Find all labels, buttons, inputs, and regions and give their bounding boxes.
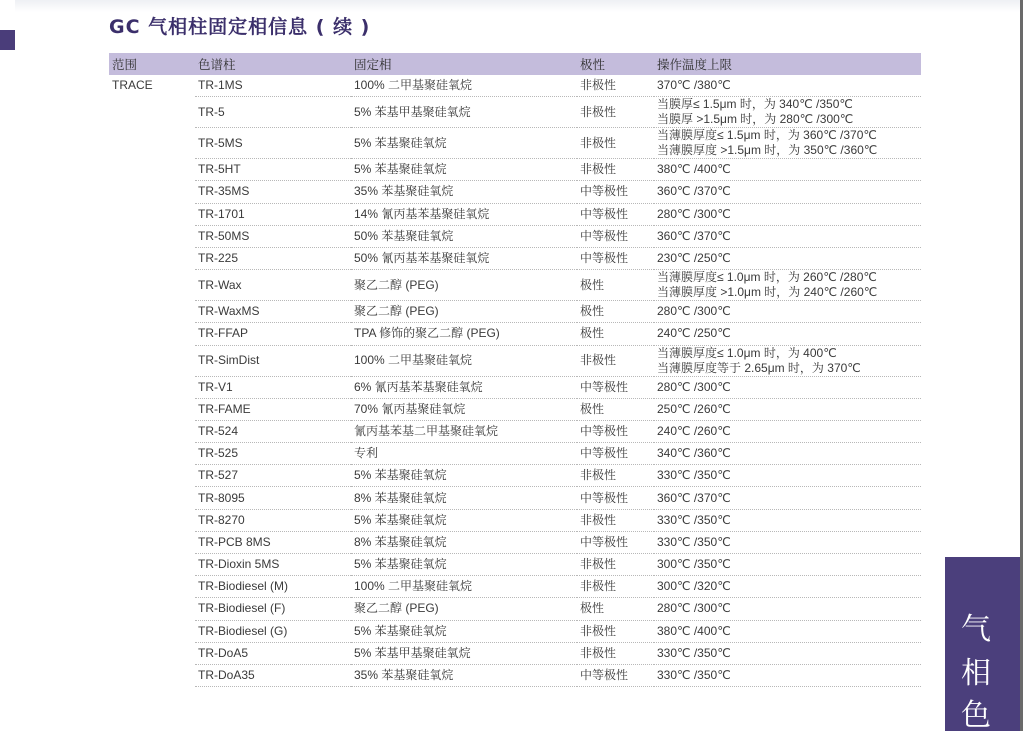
cell-polarity: 中等极性	[577, 531, 654, 553]
cell-scope: TRACE	[112, 78, 153, 93]
cell-scope	[109, 443, 195, 465]
cell-max-temp	[654, 554, 921, 576]
page-title: GC 气相柱固定相信息 ( 续 )	[109, 16, 371, 38]
cell-scope	[109, 376, 195, 398]
max-temp-line: 当薄膜厚度 >1.0μm 时，为 240℃ /260℃	[657, 285, 878, 300]
cell-column-name: TR-35MS	[195, 181, 351, 203]
cell-column-name: TR-8095	[195, 487, 351, 509]
cell-column-name: TR-527	[195, 465, 351, 487]
max-temp-line: 280℃ /300℃	[657, 379, 731, 394]
cell-stationary-phase: 100% 二甲基聚硅氧烷	[351, 75, 577, 97]
cell-polarity: 非极性	[577, 620, 654, 642]
header-phase: 固定相	[354, 58, 392, 72]
table-row	[109, 554, 921, 576]
cell-column-name: TR-525	[195, 443, 351, 465]
max-temp-line: 240℃ /250℃	[657, 326, 731, 341]
cell-column-name: TR-225	[195, 247, 351, 269]
cell-column-name: TR-WaxMS	[195, 301, 351, 323]
table-header-row	[109, 53, 921, 75]
cell-scope	[109, 203, 195, 225]
cell-polarity: 中等极性	[577, 664, 654, 686]
header-max-temp: 操作温度上限	[657, 58, 733, 72]
cell-stationary-phase: TPA 修饰的聚乙二醇 (PEG)	[351, 323, 577, 345]
cell-polarity: 中等极性	[577, 247, 654, 269]
cell-max-temp	[654, 420, 921, 442]
table-row	[109, 465, 921, 487]
cell-column-name: TR-DoA35	[195, 664, 351, 686]
cell-column-name: TR-5MS	[195, 128, 351, 159]
cell-stationary-phase: 100% 二甲基聚硅氧烷	[351, 345, 577, 376]
corner-accent-block	[0, 30, 15, 50]
max-temp-line: 330℃ /350℃	[657, 512, 731, 527]
cell-max-temp	[654, 443, 921, 465]
cell-polarity: 非极性	[577, 159, 654, 181]
cell-polarity: 中等极性	[577, 443, 654, 465]
max-temp-line: 300℃ /350℃	[657, 557, 731, 572]
cell-stationary-phase: 5% 苯基甲基聚硅氧烷	[351, 97, 577, 128]
cell-column-name: TR-524	[195, 420, 351, 442]
cell-scope	[109, 97, 195, 128]
table-row	[109, 664, 921, 686]
side-tab-char-1: 气	[961, 612, 991, 647]
header-polarity: 极性	[580, 58, 606, 72]
cell-polarity: 极性	[577, 301, 654, 323]
cell-polarity: 非极性	[577, 97, 654, 128]
max-temp-line: 当薄膜厚度≤ 1.0μm 时，为 400℃	[657, 345, 837, 360]
table-row	[109, 75, 921, 97]
cell-column-name: TR-5HT	[195, 159, 351, 181]
cell-stationary-phase: 专利	[351, 443, 577, 465]
cell-max-temp	[654, 509, 921, 531]
table-row	[109, 270, 921, 301]
table-row	[109, 323, 921, 345]
cell-stationary-phase: 6% 氰丙基苯基聚硅氧烷	[351, 376, 577, 398]
cell-max-temp	[654, 598, 921, 620]
cell-max-temp	[654, 465, 921, 487]
cell-polarity: 非极性	[577, 75, 654, 97]
max-temp-line: 当薄膜厚度≤ 1.5μm 时，为 360℃ /370℃	[657, 128, 877, 143]
cell-scope	[109, 345, 195, 376]
cell-max-temp	[654, 75, 921, 97]
cell-column-name: TR-50MS	[195, 225, 351, 247]
cell-scope	[109, 531, 195, 553]
max-temp-line: 380℃ /400℃	[657, 162, 731, 177]
cell-stationary-phase: 50% 氰丙基苯基聚硅氧烷	[351, 247, 577, 269]
cell-scope	[109, 664, 195, 686]
cell-stationary-phase: 聚乙二醇 (PEG)	[351, 598, 577, 620]
table-row	[109, 128, 921, 159]
max-temp-line: 当薄膜厚度 >1.5μm 时，为 350℃ /360℃	[657, 143, 878, 158]
cell-max-temp	[654, 97, 921, 128]
cell-polarity: 中等极性	[577, 376, 654, 398]
cell-scope	[109, 159, 195, 181]
cell-max-temp	[654, 620, 921, 642]
cell-polarity: 中等极性	[577, 420, 654, 442]
cell-scope	[109, 554, 195, 576]
cell-column-name: TR-1MS	[195, 75, 351, 97]
cell-column-name: TR-1701	[195, 203, 351, 225]
cell-scope	[109, 301, 195, 323]
cell-stationary-phase: 14% 氰丙基苯基聚硅氧烷	[351, 203, 577, 225]
cell-scope	[109, 465, 195, 487]
header-scope: 范围	[112, 58, 138, 72]
cell-polarity: 极性	[577, 598, 654, 620]
cell-polarity: 极性	[577, 398, 654, 420]
cell-scope	[109, 620, 195, 642]
cell-column-name: TR-8270	[195, 509, 351, 531]
cell-polarity: 非极性	[577, 465, 654, 487]
max-temp-line: 280℃ /300℃	[657, 206, 731, 221]
cell-scope	[109, 509, 195, 531]
cell-scope	[109, 487, 195, 509]
table-row	[109, 345, 921, 376]
max-temp-line: 当膜厚≤ 1.5μm 时，为 340℃ /350℃	[657, 97, 853, 112]
cell-max-temp	[654, 203, 921, 225]
cell-stationary-phase: 聚乙二醇 (PEG)	[351, 270, 577, 301]
cell-polarity: 中等极性	[577, 225, 654, 247]
table-row	[109, 620, 921, 642]
cell-max-temp	[654, 128, 921, 159]
cell-stationary-phase: 70% 氰丙基聚硅氧烷	[351, 398, 577, 420]
cell-polarity: 非极性	[577, 576, 654, 598]
cell-column-name: TR-Biodiesel (F)	[195, 598, 351, 620]
cell-max-temp	[654, 323, 921, 345]
table-row	[109, 598, 921, 620]
side-tab-char-3: 色	[961, 698, 991, 733]
cell-stationary-phase: 8% 苯基聚硅氧烷	[351, 487, 577, 509]
cell-scope	[109, 128, 195, 159]
cell-polarity: 中等极性	[577, 203, 654, 225]
cell-column-name: TR-FFAP	[195, 323, 351, 345]
cell-stationary-phase: 8% 苯基聚硅氧烷	[351, 531, 577, 553]
cell-stationary-phase: 5% 苯基聚硅氧烷	[351, 465, 577, 487]
cell-column-name: TR-5	[195, 97, 351, 128]
table-row	[109, 487, 921, 509]
cell-stationary-phase: 100% 二甲基聚硅氧烷	[351, 576, 577, 598]
max-temp-line: 330℃ /350℃	[657, 534, 731, 549]
table-row	[109, 509, 921, 531]
cell-max-temp	[654, 225, 921, 247]
cell-max-temp	[654, 642, 921, 664]
cell-scope	[109, 247, 195, 269]
cell-column-name: TR-V1	[195, 376, 351, 398]
cell-max-temp	[654, 576, 921, 598]
cell-max-temp	[654, 398, 921, 420]
cell-polarity: 非极性	[577, 128, 654, 159]
cell-max-temp	[654, 247, 921, 269]
table-row	[109, 247, 921, 269]
cell-polarity: 非极性	[577, 642, 654, 664]
table-row	[109, 181, 921, 203]
table-row	[109, 420, 921, 442]
max-temp-line: 360℃ /370℃	[657, 184, 731, 199]
cell-max-temp	[654, 376, 921, 398]
cell-stationary-phase: 50% 苯基聚硅氧烷	[351, 225, 577, 247]
max-temp-line: 360℃ /370℃	[657, 490, 731, 505]
cell-stationary-phase: 5% 苯基甲基聚硅氧烷	[351, 642, 577, 664]
cell-polarity: 中等极性	[577, 181, 654, 203]
max-temp-line: 280℃ /300℃	[657, 304, 731, 319]
table-row	[109, 642, 921, 664]
cell-column-name: TR-Dioxin 5MS	[195, 554, 351, 576]
cell-max-temp	[654, 159, 921, 181]
cell-column-name: TR-PCB 8MS	[195, 531, 351, 553]
cell-scope	[109, 323, 195, 345]
table-row	[109, 225, 921, 247]
max-temp-line: 240℃ /260℃	[657, 423, 731, 438]
cell-max-temp	[654, 487, 921, 509]
cell-polarity: 非极性	[577, 509, 654, 531]
cell-max-temp	[654, 345, 921, 376]
max-temp-line: 370℃ /380℃	[657, 78, 731, 93]
cell-scope	[109, 642, 195, 664]
max-temp-line: 330℃ /350℃	[657, 645, 731, 660]
cell-max-temp	[654, 301, 921, 323]
table-row	[109, 301, 921, 323]
cell-stationary-phase: 5% 苯基聚硅氧烷	[351, 554, 577, 576]
cell-polarity: 非极性	[577, 345, 654, 376]
cell-column-name: TR-Wax	[195, 270, 351, 301]
cell-scope	[109, 576, 195, 598]
cell-polarity: 非极性	[577, 554, 654, 576]
table-row	[109, 443, 921, 465]
cell-stationary-phase: 35% 苯基聚硅氧烷	[351, 181, 577, 203]
cell-scope	[109, 225, 195, 247]
max-temp-line: 380℃ /400℃	[657, 623, 731, 638]
cell-column-name: TR-FAME	[195, 398, 351, 420]
cell-column-name: TR-DoA5	[195, 642, 351, 664]
cell-polarity: 中等极性	[577, 487, 654, 509]
cell-scope	[109, 270, 195, 301]
cell-stationary-phase: 5% 苯基聚硅氧烷	[351, 620, 577, 642]
max-temp-line: 当薄膜厚度≤ 1.0μm 时，为 260℃ /280℃	[657, 270, 877, 285]
table-body	[109, 75, 921, 687]
cell-stationary-phase: 5% 苯基聚硅氧烷	[351, 159, 577, 181]
table-row	[109, 97, 921, 128]
table-row	[109, 398, 921, 420]
side-tab-char-2: 相	[961, 656, 991, 691]
table-row	[109, 376, 921, 398]
header-column: 色谱柱	[198, 58, 236, 72]
max-temp-line: 250℃ /260℃	[657, 401, 731, 416]
cell-stationary-phase: 氰丙基苯基二甲基聚硅氧烷	[351, 420, 577, 442]
max-temp-line: 330℃ /350℃	[657, 668, 731, 683]
cell-max-temp	[654, 270, 921, 301]
top-fade-band	[15, 0, 1023, 12]
table-row	[109, 203, 921, 225]
cell-stationary-phase: 5% 苯基聚硅氧烷	[351, 509, 577, 531]
table-row	[109, 531, 921, 553]
cell-scope	[109, 181, 195, 203]
table-row	[109, 159, 921, 181]
max-temp-line: 340℃ /360℃	[657, 446, 731, 461]
cell-scope	[109, 420, 195, 442]
cell-stationary-phase: 35% 苯基聚硅氧烷	[351, 664, 577, 686]
cell-column-name: TR-SimDist	[195, 345, 351, 376]
max-temp-line: 280℃ /300℃	[657, 601, 731, 616]
cell-stationary-phase: 聚乙二醇 (PEG)	[351, 301, 577, 323]
cell-polarity: 极性	[577, 323, 654, 345]
cell-stationary-phase: 5% 苯基聚硅氧烷	[351, 128, 577, 159]
stationary-phase-table	[109, 53, 921, 687]
cell-max-temp	[654, 664, 921, 686]
cell-max-temp	[654, 531, 921, 553]
table-row	[109, 576, 921, 598]
max-temp-line: 300℃ /320℃	[657, 579, 731, 594]
cell-scope	[109, 398, 195, 420]
max-temp-line: 230℃ /250℃	[657, 251, 731, 266]
cell-scope	[109, 598, 195, 620]
cell-column-name: TR-Biodiesel (G)	[195, 620, 351, 642]
max-temp-line: 当膜厚 >1.5μm 时，为 280℃ /300℃	[657, 112, 854, 127]
cell-polarity: 极性	[577, 270, 654, 301]
cell-column-name: TR-Biodiesel (M)	[195, 576, 351, 598]
max-temp-line: 330℃ /350℃	[657, 468, 731, 483]
max-temp-line: 当薄膜厚度等于 2.65μm 时，为 370℃	[657, 360, 861, 375]
max-temp-line: 360℃ /370℃	[657, 228, 731, 243]
cell-max-temp	[654, 181, 921, 203]
